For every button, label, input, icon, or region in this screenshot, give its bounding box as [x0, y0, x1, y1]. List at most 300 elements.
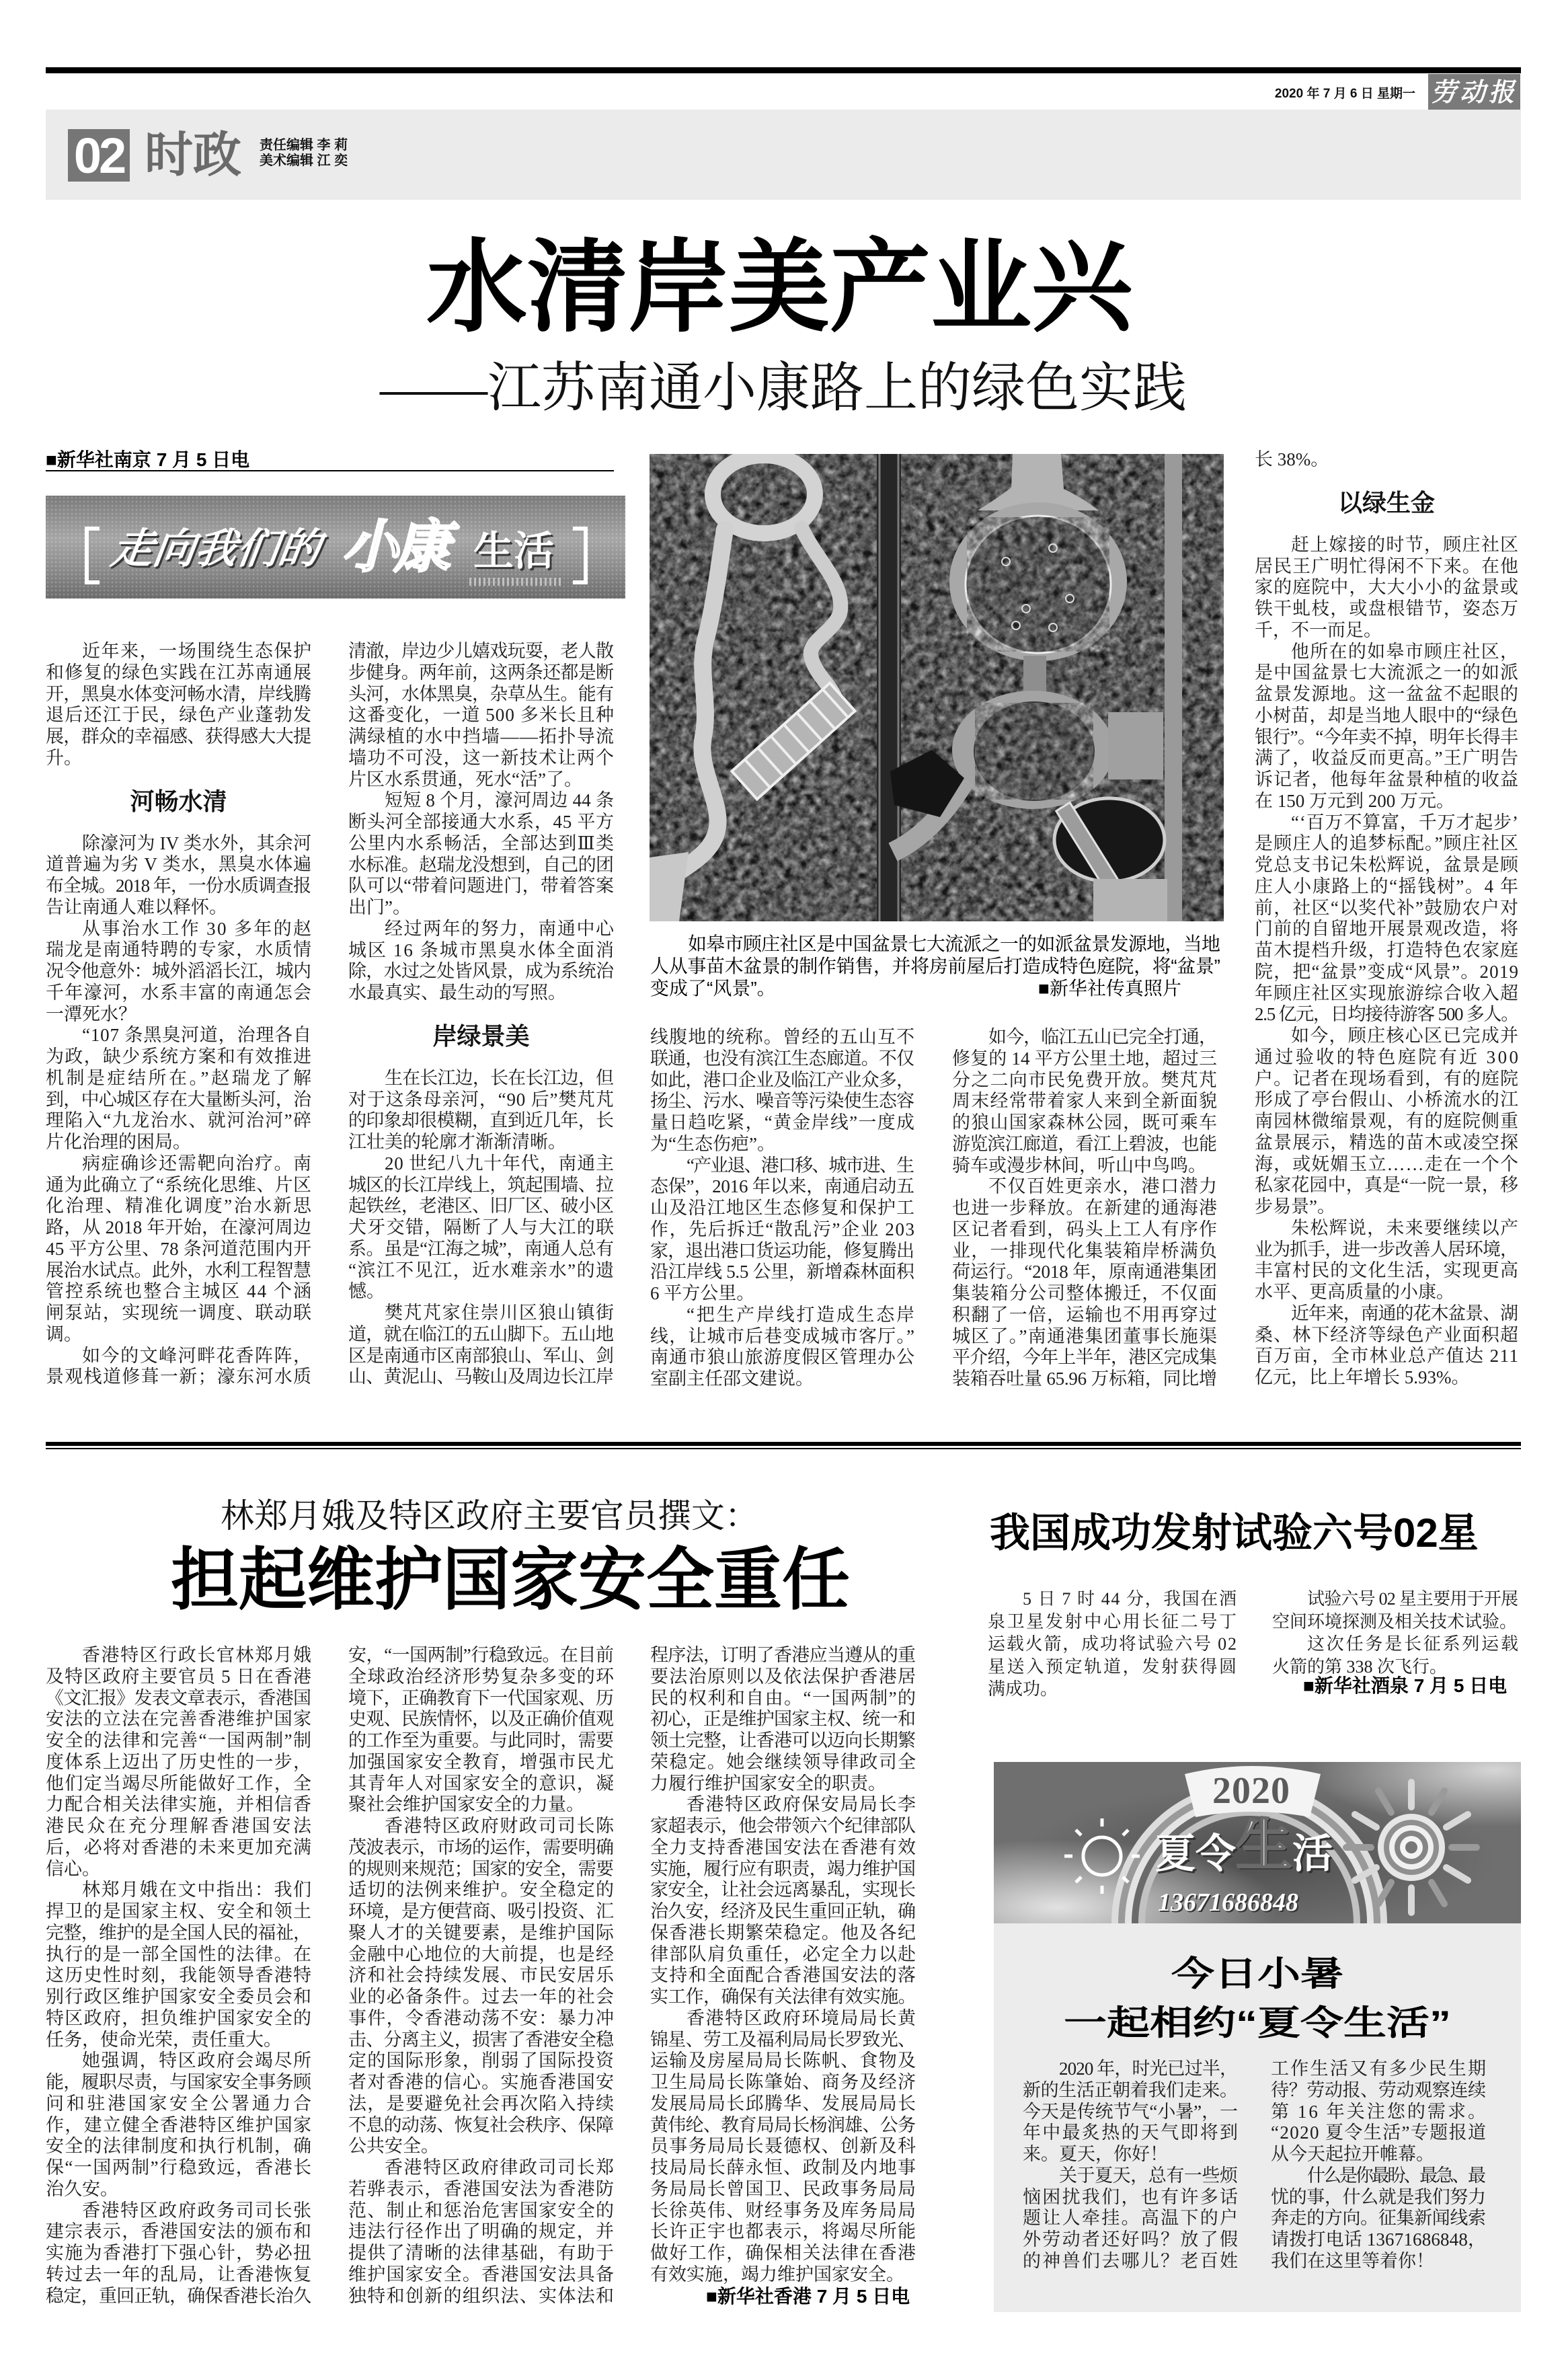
text-line-content: 2.5 亿元，日均接待游客 500 多人。: [1255, 1004, 1518, 1025]
text-line-content: 民的权利和自由。“一国两制”的: [650, 1687, 917, 1708]
text-line: [952, 1112, 1217, 1134]
text-line: [46, 2008, 311, 2030]
section-heading: 河畅水清: [130, 787, 227, 815]
text-line-content: 退后还江于民，绿色产业蓬勃发: [46, 705, 313, 726]
text-line: [348, 1175, 614, 1196]
paragraph: [46, 1645, 314, 1880]
text-line: [650, 1645, 916, 1666]
text-line-content: 江壮美的轮廓才渐渐清晰。: [348, 1132, 566, 1152]
text-line-content: 分之二向市民免费开放。樊芃芃: [952, 1069, 1218, 1090]
text-line: [650, 1901, 916, 1923]
text-line-content: 题让人牵挂。高温下的户: [1023, 2208, 1240, 2229]
text-line: [348, 2264, 614, 2286]
text-line-content: 问和驻港国家安全公署通力合: [46, 2093, 314, 2114]
launch-headline: 我国成功发射试验六号02星: [990, 1510, 1479, 1556]
text-line-content: 治久安，经济及民生重回正轨，确: [650, 1901, 916, 1921]
newspaper-logo: 劳动报: [1428, 74, 1520, 110]
text-line: [1255, 791, 1518, 812]
text-line: [650, 1965, 916, 1987]
text-line-content: 信心。: [46, 1858, 100, 1879]
text-line: [46, 854, 311, 876]
text-line-content: 全力支持香港国安法在香港有效: [650, 1837, 917, 1857]
text-line-content: 若骅表示，香港国安法为香港防: [348, 2178, 615, 2199]
paragraph: [348, 641, 614, 790]
hotline-number: 13671686848: [1158, 1888, 1298, 1917]
article-column: [348, 1645, 614, 2307]
text-line: [348, 1965, 614, 1987]
text-line: [46, 1837, 311, 1859]
text-line: [1255, 642, 1518, 663]
text-line: [1255, 812, 1518, 834]
text-line-content: 环境，是方便营商、吸引投资、汇: [348, 1901, 614, 1921]
text-line: [348, 1260, 614, 1282]
text-line: [650, 1730, 916, 1752]
text-line-content: 港民众在充分理解香港国安法: [46, 1816, 314, 1836]
text-line: [650, 2200, 916, 2222]
text-line-content: 适切的法例来维护。安全稳定的: [348, 1880, 615, 1901]
text-line: [1255, 1154, 1518, 1176]
article-column: [1023, 2059, 1238, 2272]
text-line-content: 支持和全面配合香港国安法的落: [650, 1965, 917, 1986]
text-line: [348, 1132, 614, 1153]
text-line: [650, 1326, 914, 1348]
summer-year: 2020: [1212, 1770, 1290, 1812]
text-line: [650, 1048, 914, 1070]
text-line: [952, 1283, 1217, 1305]
hk-headline: 担起维护国家安全重任: [171, 1543, 851, 1618]
text-line: [952, 1134, 1217, 1155]
text-line: [348, 1794, 614, 1816]
text-line-content: 45 平方公里、78 条河道范围内开: [46, 1238, 312, 1259]
text-line: [348, 769, 614, 791]
paragraph: [46, 641, 311, 769]
text-line-content: 黄伟纶、教育局局长杨润雄、公务: [650, 2114, 916, 2135]
text-line-content: 实施，履行应有职责，竭力维护国: [650, 1858, 916, 1879]
paragraph: [46, 919, 311, 1026]
text-line-content: 聚人才的关键要素，是维护国际: [348, 1922, 615, 1943]
text-line: [348, 684, 614, 705]
text-line-content: 运输及房屋局局长陈帆、食物及: [650, 2050, 917, 2071]
text-line-content: 沿江岸线 5.5 公里，新增森林面积: [650, 1262, 914, 1282]
text-line: [650, 1347, 914, 1369]
text-line: [650, 1880, 916, 1901]
text-line: [1023, 2165, 1238, 2187]
skyline-decoration: [469, 578, 563, 586]
text-line: [46, 983, 311, 1004]
text-line: [1255, 833, 1518, 855]
text-line: [952, 1176, 1217, 1198]
text-line-content: 满了，收益反而更高。”王广明告: [1255, 748, 1520, 769]
text-line-content: 不仅百姓更亲水，港口潜力: [988, 1176, 1218, 1197]
text-line-content: 技局局长薛永恒、政制及内地事: [650, 2157, 917, 2178]
text-line: [46, 1987, 311, 2008]
text-line-content: 全球政治经济形势复杂多变的环: [348, 1666, 615, 1687]
text-line-content: 定的国际形象，削弱了国际投资: [348, 2050, 615, 2071]
text-line-content: 她强调，特区政府会竭尽所: [82, 2050, 313, 2071]
text-line-content: 员事务局局长聂德权、创新及科: [650, 2136, 917, 2157]
text-line-content: 公共安全。: [348, 2136, 439, 2157]
text-line-content: 家超表示，他会带领六个纪律部队: [650, 1816, 916, 1836]
text-line: [1255, 535, 1518, 556]
text-line-content: 人从事苗木盆景的制作销售，并将房前屋后打造成特色庭院，将“盆景”: [650, 956, 1220, 976]
text-line: [988, 1611, 1237, 1634]
text-line-content: 20 世纪八九十年代，南通主: [385, 1153, 615, 1174]
text-line: [348, 1281, 614, 1303]
text-line: [952, 1219, 1217, 1241]
text-line-content: 憾。: [348, 1281, 385, 1302]
text-line-content: 和修复的绿色实践在江苏南通展: [46, 662, 313, 683]
text-line: [650, 2179, 916, 2200]
text-line: [1255, 1218, 1518, 1239]
text-line-content: 新的生活正朝着我们走来。: [1023, 2079, 1238, 2100]
text-line: [348, 1196, 614, 1217]
text-line: [348, 1303, 614, 1324]
article-column: [1272, 1588, 1518, 1678]
text-line: [650, 1262, 914, 1283]
text-line: [988, 1656, 1237, 1679]
page-number-badge: 02: [68, 129, 130, 182]
paragraph: [1272, 1633, 1518, 1678]
text-line-content: 近年来，南通的花木盆景、湖: [1291, 1303, 1518, 1323]
bonsai-ring-texture: [967, 517, 1109, 652]
text-line-content: 如此，港口企业及临江产业众多，: [650, 1069, 914, 1090]
text-line: [348, 641, 614, 662]
text-line: [952, 1369, 1217, 1390]
text-line-content: 积翻了一倍，运输也不用再穿过: [952, 1304, 1218, 1325]
text-line-content: 的印象却很模糊，直到近几年，长: [348, 1110, 614, 1131]
text-line: [1271, 2101, 1489, 2123]
text-line-content: 如皋市顾庄社区是中国盆景七大流派之一的如派盆景发源地，当地: [688, 933, 1220, 954]
paragraph: [46, 2050, 314, 2200]
text-line-content: 力配合相关法律实施，并相信香: [46, 1794, 313, 1815]
summer-title: [1155, 1812, 1333, 1879]
text-line-content: 头河，水体黑臭，杂草丛生。能有: [348, 683, 614, 704]
text-line-content: 布全城。2018 年，一份水质调查报: [46, 876, 311, 896]
text-line: [1255, 962, 1518, 983]
text-line: [650, 1688, 916, 1710]
article-column: [1255, 449, 1521, 1389]
text-line-content: 荷运行。“2018 年，原南通港集团: [952, 1262, 1217, 1282]
text-line-content: 庄人小康路上的“摇钱树”。4 年: [1255, 876, 1520, 896]
aerial-garden-photo: [650, 454, 1224, 921]
text-line: [46, 2200, 311, 2222]
text-line-content: 断头河全部接通大水系，45 平方: [348, 812, 615, 832]
text-line: [46, 1175, 311, 1196]
text-line: [46, 1645, 311, 1666]
text-line-content: 扬尘、污水、噪音等污染使生态容: [650, 1091, 914, 1112]
text-line-content: 室副主任邵文建说。: [650, 1369, 814, 1389]
text-line: [650, 1112, 914, 1134]
text-line-content: 系。虽是“江海之城”，南通人总有: [348, 1238, 614, 1259]
text-line: [1255, 1046, 1521, 1069]
article-column: [46, 1645, 314, 2307]
text-line: [650, 2221, 916, 2243]
text-line-content: 出门”。: [348, 897, 411, 917]
text-line-content: 樊芃芃家住崇川区狼山镇街: [385, 1303, 615, 1323]
text-line-content: 的工作至为重要。与此同时，需要: [348, 1730, 614, 1751]
text-line-content: 初心，正是维护国家主权、统一和: [650, 1709, 916, 1730]
text-line-content: 击、分离主义，损害了香港安全稳: [348, 2029, 614, 2050]
text-line: [46, 1217, 311, 1239]
text-line-content: 门前的自留地开展景观改造，将: [1255, 919, 1520, 939]
text-line-content: 机制是症结所在。”赵瑞龙了解: [46, 1067, 314, 1088]
text-line-content: 转过去一年的乱局，让香港恢复: [46, 2264, 313, 2285]
text-line-content: 骑车或漫步林间，听山中鸟鸣。: [952, 1155, 1206, 1176]
text-line-content: 病症确诊还需靶向治疗。南: [82, 1153, 313, 1174]
text-line-content: 通为此确立了“系统化思维、片区: [46, 1174, 312, 1195]
text-line: [46, 1901, 311, 1923]
text-line: [1271, 2122, 1486, 2144]
main-dateline: ■新华社南京 7 月 5 日电: [46, 449, 250, 470]
paragraph: [1255, 535, 1518, 642]
dateline-rule: [46, 470, 614, 471]
text-line: [650, 1219, 914, 1241]
text-line-content: 联通，也没有滨江生态廊道。不仅: [650, 1048, 914, 1069]
text-line: [1255, 577, 1518, 599]
text-line-content: 者对香港的信心。实施香港国安: [348, 2072, 615, 2092]
text-line-content: 从今天起拉开帷幕。: [1271, 2144, 1434, 2164]
text-line: [46, 2072, 311, 2094]
text-line-content: “滨江不见江，近水难亲水”的遗: [348, 1260, 615, 1280]
text-line: [952, 1241, 1217, 1262]
text-line-content: 2020 年，时光已过半，: [1059, 2059, 1238, 2079]
section-name: 时政: [145, 128, 242, 182]
text-line-content: 赶上嫁接的时节，顾庄社区: [1291, 534, 1520, 555]
text-line-content: 游览滨江廊道，看江上碧波，也能: [952, 1133, 1217, 1154]
text-line: [46, 939, 311, 961]
text-line: [988, 1633, 1237, 1656]
text-line-content: 量日趋吃紧，“黄金岸线”一度成: [650, 1112, 916, 1133]
text-line-content: 变成了“风景”。: [650, 978, 776, 999]
text-line: [650, 1176, 914, 1198]
text-line-content: “2020 夏令生活”专题报道: [1271, 2122, 1487, 2143]
text-line: [46, 1067, 314, 1089]
paragraph: [1271, 2165, 1486, 2272]
text-line-content: 香港特区政府政务司司长张: [82, 2200, 313, 2221]
hk-dateline: ■新华社香港 7 月 5 日电: [706, 2286, 910, 2307]
text-line-content: 家安全，让社会远离暴乱，实现长: [650, 1880, 916, 1901]
text-line-content: 后，必将对香港的未来更加充满: [46, 1837, 313, 1857]
text-line: [348, 2136, 614, 2157]
text-line-content: 近年来，一场围绕生态保护: [82, 641, 313, 661]
text-line: [46, 1923, 311, 1944]
text-line-content: 律部队肩负重任，必定全力以赴: [650, 1944, 917, 1964]
text-line: [650, 2072, 916, 2094]
summer-title-part: 活: [1292, 1831, 1333, 1876]
text-line: [650, 2115, 916, 2137]
text-line: [46, 1709, 311, 1730]
text-line-content: 度体系上迈出了历史性的一步，: [46, 1751, 313, 1772]
text-line: [1272, 1633, 1518, 1656]
text-line: [650, 1241, 914, 1262]
text-line: [46, 1324, 311, 1346]
text-line: [1023, 2229, 1238, 2251]
text-line-content: 私家花园中，真是“一院一景，移: [1255, 1175, 1519, 1196]
text-line: [46, 1730, 311, 1752]
paragraph: [1023, 2059, 1238, 2165]
text-line: [1255, 599, 1518, 620]
paragraph: [348, 1645, 614, 1816]
text-line: [952, 1262, 1217, 1283]
section-heading: 以绿生金: [1337, 488, 1435, 516]
text-line: [46, 1132, 311, 1153]
text-line: [1271, 2080, 1486, 2102]
text-line-content: 线腹地的统称。曾经的五山互不: [650, 1027, 916, 1047]
text-line-content: 清澈，岸边少儿嬉戏玩耍，老人散: [348, 641, 614, 661]
text-line: [46, 1944, 311, 1966]
paragraph: [46, 833, 311, 919]
text-line-content: 盆景发源地。这一盆盆不起眼的: [1255, 684, 1520, 704]
text-line: [348, 1324, 614, 1346]
text-line: [46, 2286, 311, 2307]
text-line: [1023, 2251, 1238, 2272]
text-line-content: 开，黑臭水体变河畅水清，岸线腾: [46, 683, 311, 704]
text-line-content: 管控系统也整合主城区 44 个涵: [46, 1281, 313, 1302]
text-line-content: 泉卫星发射中心用长征二号丁: [988, 1611, 1239, 1632]
paragraph: [46, 1346, 311, 1389]
text-line-content: 态保”，2016 年以来，南通启动五: [650, 1176, 914, 1197]
text-line: [952, 1070, 1217, 1091]
text-line: [46, 2136, 311, 2157]
text-line: [46, 1666, 311, 1688]
paragraph: [1272, 1588, 1518, 1633]
text-line: [1271, 2229, 1486, 2251]
text-line: [348, 1645, 614, 1666]
text-line: [952, 1326, 1217, 1348]
text-line-content: 建宗表示，香港国安法的颁布和: [46, 2221, 313, 2242]
text-line: [348, 1880, 614, 1901]
text-line-content: 为“生态伤疤”。: [650, 1133, 775, 1154]
text-line: [1255, 1260, 1518, 1282]
editor-credits: [260, 138, 348, 169]
text-line-content: 任务，使命光荣，责任重大。: [46, 2029, 282, 2050]
text-line-content: 事件，令香港动荡不安：暴力冲: [348, 2007, 615, 2028]
banner-highlight: 小康: [342, 513, 447, 580]
text-line: [348, 1859, 614, 1880]
text-line: [1271, 2059, 1486, 2080]
text-line: [1255, 855, 1518, 876]
text-line-content: 有效实施，竭力维护国家安全。: [650, 2264, 904, 2285]
text-line: [348, 897, 614, 919]
text-line-content: 务局局长曾国卫、民政事务局局: [650, 2178, 917, 2199]
text-line-content: 恼困扰我们，也有许多话: [1023, 2186, 1240, 2207]
text-line: [650, 1987, 916, 2008]
text-line: [650, 1923, 916, 1944]
text-line: [650, 1859, 916, 1880]
chief-editor-credit: 责任编辑 李 莉: [260, 138, 348, 153]
text-line: [46, 1367, 311, 1388]
text-line-content: 提供了清晰的法律基础，有助于: [348, 2243, 615, 2263]
text-line: [650, 2008, 916, 2030]
text-line-content: 奔走的方向。征集新闻线索: [1271, 2208, 1486, 2229]
text-line: [650, 2094, 916, 2115]
text-line: [988, 1678, 1237, 1701]
text-line: [1271, 2208, 1486, 2229]
text-line-content: 满绿植的水中挡墙——拓扑导流: [348, 726, 615, 746]
text-line: [952, 1347, 1217, 1369]
text-line-content: 水标准。赵瑞龙没想到，自己的团: [348, 854, 614, 875]
text-line-content: 的狼山国家森林公园，既可乘车: [952, 1112, 1218, 1133]
text-line: [46, 1773, 311, 1795]
text-line-content: 这次任务是长征系列运载: [1307, 1634, 1520, 1654]
text-line-content: 锦星、劳工及福利局局长罗致光、: [650, 2029, 916, 2050]
paragraph: [1255, 812, 1518, 1026]
text-line: [988, 1588, 1237, 1611]
section-divider-thick: [46, 1442, 1521, 1446]
text-line: [348, 876, 614, 897]
text-line: [650, 933, 1220, 955]
text-line: [46, 662, 311, 684]
article-column: [1271, 2059, 1489, 2272]
text-line-content: 香港特区政府保安局局长李: [687, 1794, 917, 1815]
text-line-content: 区记者看到，码头上工人有序作: [952, 1219, 1218, 1239]
text-line: [348, 1752, 614, 1773]
text-line: [46, 1965, 311, 1987]
text-line: [348, 1110, 614, 1132]
text-line: [348, 812, 614, 833]
text-line: [348, 1068, 614, 1089]
text-line-content: 城区的长江岸线上，筑起围墙、拉: [348, 1174, 614, 1195]
paragraph: [46, 1153, 311, 1346]
text-line-content: 保香港长期繁荣稳定。他及各纪: [650, 1922, 917, 1943]
text-line-content: 的规则来规范；国家的安全，需要: [348, 1858, 614, 1879]
text-line: [46, 1794, 311, 1816]
text-line-content: 况令他意外：城外滔滔长江，城内: [46, 961, 311, 981]
text-line: [46, 833, 311, 855]
text-line: [46, 1752, 311, 1773]
text-line: [1272, 1656, 1518, 1679]
text-line: [348, 2050, 614, 2072]
text-line: [1272, 1611, 1518, 1634]
text-line-content: 南通市狼山旅游度假区管理办公: [650, 1347, 916, 1368]
text-line: [952, 1305, 1217, 1326]
ring-connector-path: [1023, 656, 1046, 693]
text-line: [46, 1046, 311, 1068]
text-line-content: “把生产岸线打造成生态岸: [687, 1304, 916, 1325]
text-line-content: 也进一步释放。在新建的通海港: [952, 1198, 1218, 1218]
text-line-content: 作，建立健全香港特区维护国家: [46, 2114, 313, 2135]
paragraph: [650, 1645, 916, 1794]
text-line-content: 道，就在临江的五山脚下。五山地: [348, 1323, 614, 1344]
text-line-content: 试验六号 02 星主要用于开展: [1307, 1589, 1518, 1609]
text-line: [348, 1901, 614, 1923]
text-line-content: 茂波表示，市场的运作，需要明确: [348, 1837, 614, 1857]
text-line: [348, 919, 614, 940]
text-line: [650, 1369, 914, 1390]
text-line: [46, 1688, 311, 1710]
paragraph: [1255, 642, 1518, 812]
text-line-content: 起铁丝，老港区、旧厂区、破小区: [348, 1196, 614, 1217]
text-line: [348, 2030, 614, 2051]
section-heading: 岸绿景美: [432, 1022, 530, 1050]
text-line-content: 周末经常带着家人来到全新面貌: [952, 1091, 1218, 1112]
paragraph: [348, 2157, 614, 2307]
text-line-content: 安全的法律制度和执行机制，确: [46, 2136, 313, 2157]
text-line-content: 忧的事，什么就是我们努力: [1271, 2186, 1486, 2207]
text-line: [46, 2243, 311, 2264]
text-line: [1023, 2187, 1238, 2209]
text-line: [952, 1091, 1217, 1112]
text-line-content: 如今，临江五山已完全打通，: [988, 1027, 1217, 1047]
text-line-content: 到，中心城区存在大量断头河，治: [46, 1089, 311, 1110]
text-line-content: 生在长江边，长在长江边，但: [385, 1067, 614, 1088]
text-line-content: 加强国家安全教育，增强市民尤: [348, 1751, 615, 1772]
text-line-content: 安法的立法在完善香港维护国家: [46, 1709, 313, 1730]
text-line: [952, 1198, 1217, 1219]
text-line-content: 诉记者，他每年盆景种植的收益: [1255, 769, 1520, 790]
text-line: [1023, 2208, 1238, 2229]
text-line: [46, 2221, 311, 2243]
